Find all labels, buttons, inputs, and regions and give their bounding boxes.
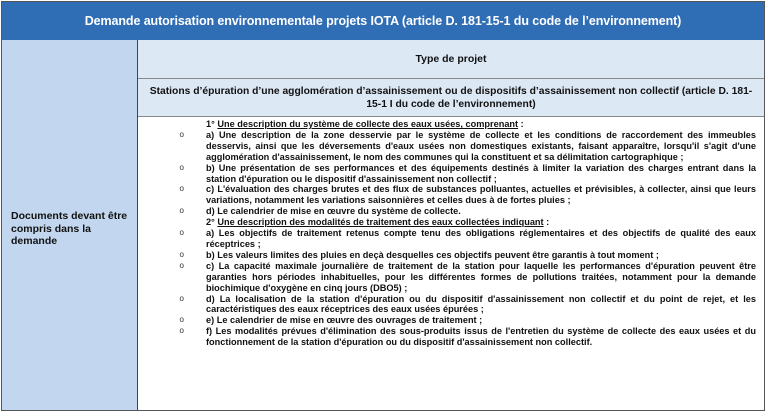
bullet-icon: o <box>179 315 184 325</box>
type-header: Type de projet <box>138 40 764 79</box>
section-suffix: : <box>518 119 524 129</box>
section-suffix: : <box>543 217 550 228</box>
item-text: c) La capacité maximale journalière de traitement de la station pour laquelle les performances d'épuration peuvent être garanties hors périodes inhabituelles, pour les différentes formes de pollutions traitées, notamment pour la demande biochimique d'oxygène en cinq jours (DBO5) ; <box>206 260 756 293</box>
section-1-list <box>148 130 756 217</box>
section-number: 2° <box>206 217 215 228</box>
bullet-icon: o <box>179 184 184 194</box>
section-number: 1° <box>206 119 215 129</box>
item-text: b) Les valeurs limites des pluies en deçà desquelles ces objectifs peuvent être garantis à tout moment ; <box>206 249 659 260</box>
bullet-icon: o <box>179 129 184 139</box>
item-text: a) Une description de la zone desservie par le système de collecte et les conditions de raccordement des immeubles desservis, ainsi que les déversements d'eaux usées non domestiques existants, faisant apparaître, lorsqu'il s'agit d'une agglomération d'assainissement, le nom des communes qui la constituent et sa délimitation cartographique ; <box>206 129 756 162</box>
item-text: f) Les modalités prévues d'élimination des sous-produits issus de l'entretien du système de collecte des eaux usées et du fonctionnement de la station d'épuration ou du dispositif d'assainissement non collectif. <box>206 326 756 348</box>
section-heading: Une description des modalités de traitement des eaux collectées indiquant <box>217 217 544 228</box>
row-label: Documents devant être compris dans la demande <box>11 210 128 247</box>
list-item <box>148 228 756 250</box>
item-text: d) La localisation de la station d'épuration ou du dispositif d'assainissement non collectif et du point de rejet, et les caractéristiques des eaux réceptrices des eaux usées épurées ; <box>206 293 756 315</box>
section-2-list <box>148 228 756 348</box>
section-heading: Une description du système de collecte des eaux usées, comprenant <box>217 119 519 129</box>
list-item <box>148 206 756 217</box>
bullet-icon: o <box>179 228 184 238</box>
list-item <box>148 250 756 261</box>
item-text: d) Le calendrier de mise en œuvre du système de collecte. <box>206 206 461 217</box>
bullet-icon: o <box>179 326 184 336</box>
project-type: Stations d’épuration d’une agglomération d’assainissement ou de dispositifs d’assainissement non collectif (article D. 181-15-1 I du code de l’environnement) <box>138 79 764 117</box>
section-2-title <box>148 217 756 228</box>
list-item <box>148 326 756 348</box>
item-text: b) Une présentation de ses performances et des équipements destinés à limiter la variation des charges entrant dans la station d'épuration ou le dispositif d'assainissement non collectif ; <box>206 162 756 184</box>
list-item <box>148 294 756 316</box>
item-text: a) Les objectifs de traitement retenus compte tenu des obligations réglementaires et des objectifs de qualité des eaux réceptrices ; <box>206 228 756 249</box>
requirements-content <box>138 117 764 348</box>
right-column <box>138 40 764 410</box>
list-item <box>148 315 756 326</box>
list-item <box>148 130 756 163</box>
left-column <box>2 40 138 410</box>
item-text: e) Le calendrier de mise en œuvre des ouvrages de traitement ; <box>206 315 483 326</box>
list-item <box>148 163 756 185</box>
list-item <box>148 261 756 294</box>
bullet-icon: o <box>179 293 184 303</box>
section-1-title <box>148 119 756 130</box>
bullet-icon: o <box>179 260 184 270</box>
table-title: Demande autorisation environnementale projets IOTA (article D. 181-15-1 du code de l’environnement) <box>2 2 764 41</box>
bullet-icon: o <box>179 206 184 216</box>
item-text: c) L'évaluation des charges brutes et des flux de substances polluantes, actuelles et prévisibles, à collecter, ainsi que leurs variations, notamment les variations saisonnières et celles dues à de fortes pluies ; <box>206 184 756 206</box>
bullet-icon: o <box>179 249 184 259</box>
list-item <box>148 184 756 206</box>
bullet-icon: o <box>179 162 184 172</box>
document-table <box>1 1 765 411</box>
